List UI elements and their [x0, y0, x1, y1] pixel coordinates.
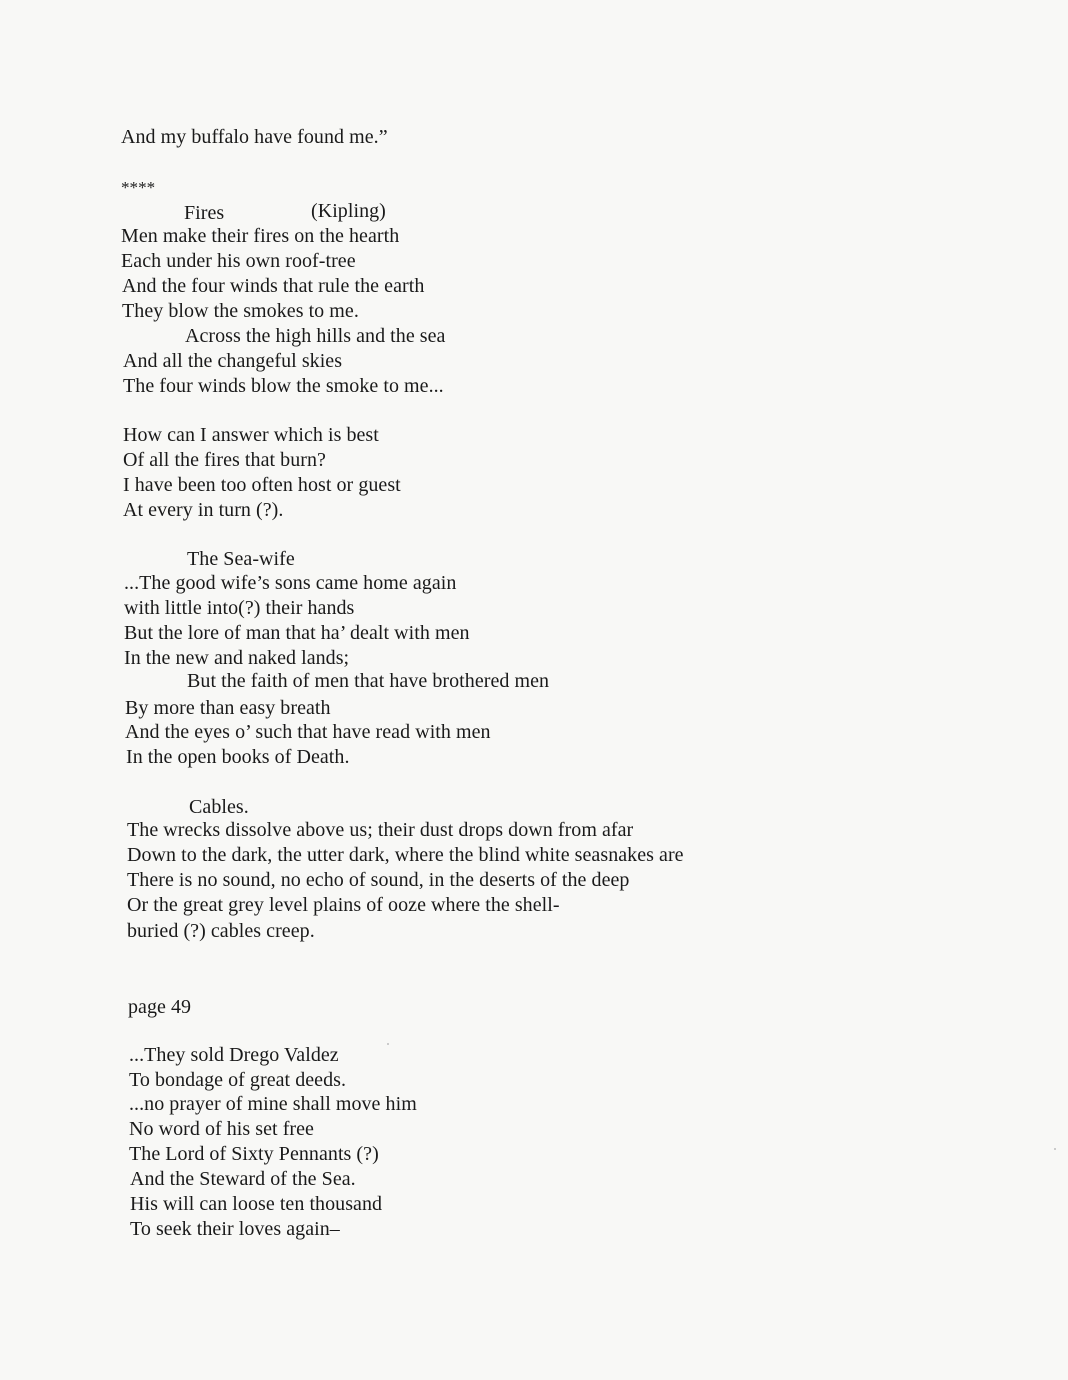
poem-line: ...They sold Drego Valdez: [129, 1044, 339, 1066]
poem-line: To bondage of great deeds.: [129, 1069, 347, 1091]
poem-line: At every in turn (?).: [123, 499, 284, 521]
poem-line: But the faith of men that have brothered men: [187, 670, 550, 692]
section-separator: ****: [121, 178, 156, 197]
poem-line: I have been too often host or guest: [123, 474, 401, 496]
poem-line: buried (?) cables creep.: [127, 920, 315, 942]
poem-title: The Sea-wife: [187, 548, 295, 570]
poem-line: The Lord of Sixty Pennants (?): [129, 1143, 379, 1165]
poem-title: Cables.: [189, 796, 249, 818]
poem-line: The four winds blow the smoke to me...: [123, 375, 444, 397]
poem-line: Across the high hills and the sea: [185, 325, 446, 347]
poem-line: In the open books of Death.: [126, 746, 350, 768]
poem-author: (Kipling): [311, 200, 386, 222]
poem-line: Men make their fires on the hearth: [121, 225, 400, 247]
poem-line: But the lore of man that ha’ dealt with men: [124, 622, 470, 644]
poem-line: To seek their loves again–: [130, 1218, 340, 1240]
poem-line: Of all the fires that burn?: [123, 449, 326, 471]
text-line: And my buffalo have found me.”: [121, 126, 388, 148]
poem-line: ...The good wife’s sons came home again: [124, 572, 457, 594]
poem-line: ...no prayer of mine shall move him: [129, 1093, 417, 1115]
poem-line: And the eyes o’ such that have read with men: [125, 721, 491, 743]
poem-line: And the Steward of the Sea.: [130, 1168, 356, 1190]
poem-line: There is no sound, no echo of sound, in the deserts of the deep: [127, 869, 630, 891]
poem-line: Each under his own roof-tree: [121, 250, 356, 272]
poem-line: In the new and naked lands;: [124, 647, 350, 669]
poem-line: with little into(?) their hands: [124, 597, 355, 619]
poem-line: They blow the smokes to me.: [122, 300, 359, 322]
poem-line: Or the great grey level plains of ooze where the shell-: [127, 894, 560, 916]
poem-line: No word of his set free: [129, 1118, 314, 1140]
poem-line: By more than easy breath: [125, 697, 331, 719]
poem-line: And the four winds that rule the earth: [122, 275, 425, 297]
poem-line: Down to the dark, the utter dark, where the blind white seasnakes are: [127, 844, 684, 866]
page-reference: page 49: [128, 996, 192, 1018]
poem-line: The wrecks dissolve above us; their dust drops down from afar: [127, 819, 634, 841]
scan-speck: [1054, 1148, 1056, 1150]
scan-speck: [387, 1043, 389, 1045]
poem-line: How can I answer which is best: [123, 424, 379, 446]
poem-line: His will can loose ten thousand: [130, 1193, 383, 1215]
poem-title: Fires: [184, 202, 225, 224]
poem-line: And all the changeful skies: [123, 350, 343, 372]
